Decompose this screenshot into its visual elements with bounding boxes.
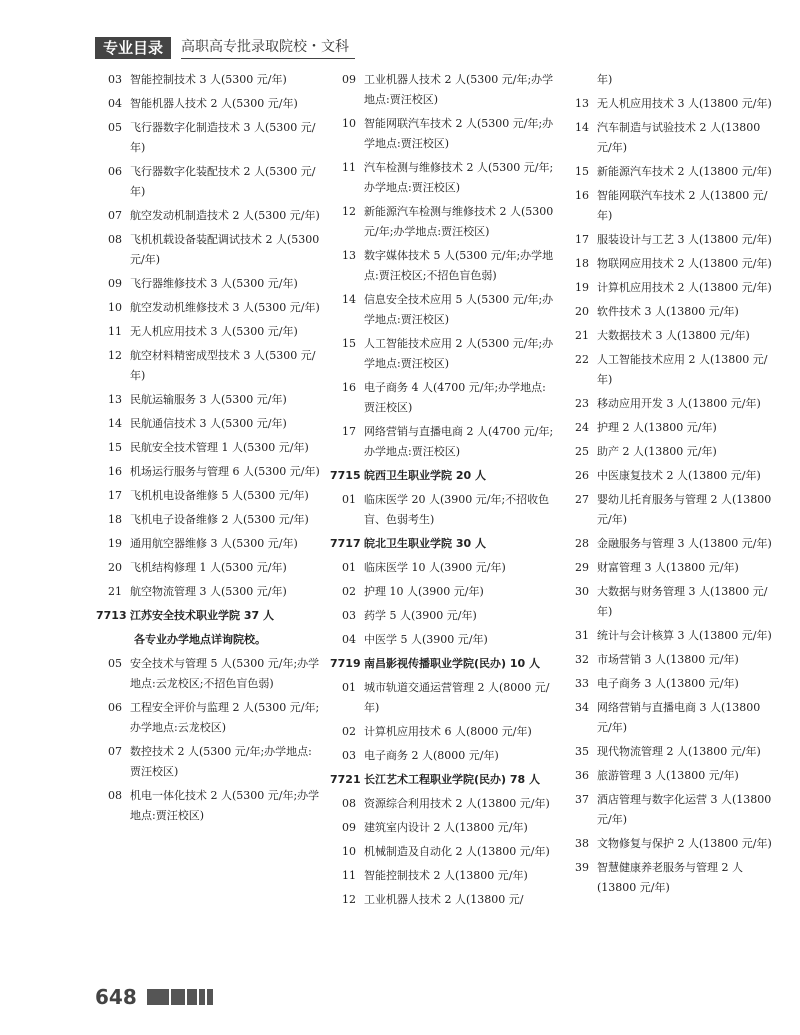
program-number: 33 — [575, 677, 589, 690]
program-entry — [330, 582, 554, 602]
program-entry — [96, 390, 321, 410]
program-text: 机械制造及自动化 2 人(13800 元/年) — [364, 845, 550, 858]
program-number: 28 — [575, 537, 589, 550]
program-entry — [563, 582, 773, 622]
program-number: 12 — [342, 893, 356, 906]
program-entry — [330, 114, 554, 154]
program-entry — [330, 794, 554, 814]
program-number: 13 — [575, 97, 589, 110]
program-text: 市场营销 3 人(13800 元/年) — [597, 653, 739, 666]
program-entry — [563, 650, 773, 670]
program-entry — [96, 118, 321, 158]
program-text: 计算机应用技术 2 人(13800 元/年) — [597, 281, 772, 294]
program-text: 网络营销与直播电商 3 人(13800 元/年) — [597, 701, 761, 734]
program-text: 软件技术 3 人(13800 元/年) — [597, 305, 739, 318]
program-text: 城市轨道交通运营管理 2 人(8000 元/年) — [364, 681, 550, 714]
program-number: 18 — [575, 257, 589, 270]
program-number: 13 — [108, 393, 122, 406]
program-number: 19 — [108, 537, 122, 550]
program-text: 旅游管理 3 人(13800 元/年) — [597, 769, 739, 782]
program-entry — [96, 346, 321, 386]
program-text: 建筑室内设计 2 人(13800 元/年) — [364, 821, 528, 834]
program-entry — [563, 302, 773, 322]
program-entry — [563, 326, 773, 346]
program-entry — [330, 334, 554, 374]
program-number: 17 — [575, 233, 589, 246]
section-tag: 专业目录 — [95, 37, 171, 59]
program-number: 06 — [108, 701, 122, 714]
school-name: 皖西卫生职业学院 20 人 — [364, 469, 486, 482]
program-text: 智能机器人技术 2 人(5300 元/年) — [130, 97, 298, 110]
program-entry — [96, 298, 321, 318]
program-entry — [330, 158, 554, 198]
program-number: 38 — [575, 837, 589, 850]
program-number: 15 — [575, 165, 589, 178]
program-entry — [96, 230, 321, 270]
program-text: 飞机结构修理 1 人(5300 元/年) — [130, 561, 287, 574]
program-entry — [563, 254, 773, 274]
program-entry — [563, 350, 773, 390]
program-number: 36 — [575, 769, 589, 782]
program-number: 12 — [108, 349, 122, 362]
program-text: 护理 10 人(3900 元/年) — [364, 585, 484, 598]
program-text: 婴幼儿托育服务与管理 2 人(13800 元/年) — [597, 493, 772, 526]
program-text: 飞行器数字化装配技术 2 人(5300 元/年) — [130, 165, 316, 198]
program-text: 移动应用开发 3 人(13800 元/年) — [597, 397, 761, 410]
program-entry — [563, 394, 773, 414]
program-number: 11 — [108, 325, 122, 338]
program-number: 22 — [575, 353, 589, 366]
program-text: 统计与会计核算 3 人(13800 元/年) — [597, 629, 772, 642]
program-text: 物联网应用技术 2 人(13800 元/年) — [597, 257, 772, 270]
program-text: 飞机电子设备维修 2 人(5300 元/年) — [130, 513, 309, 526]
program-entry — [330, 722, 554, 742]
program-number: 15 — [108, 441, 122, 454]
program-number: 14 — [108, 417, 122, 430]
program-entry — [563, 186, 773, 226]
program-number: 25 — [575, 445, 589, 458]
program-entry — [96, 70, 321, 90]
program-number: 34 — [575, 701, 589, 714]
program-text: 电子商务 4 人(4700 元/年;办学地点:贾汪校区) — [364, 381, 546, 414]
program-number: 07 — [108, 209, 122, 222]
program-number: 35 — [575, 745, 589, 758]
program-number: 30 — [575, 585, 589, 598]
program-text: 飞机机电设备维修 5 人(5300 元/年) — [130, 489, 309, 502]
program-text: 安全技术与管理 5 人(5300 元/年;办学地点:云龙校区;不招色盲色弱) — [130, 657, 320, 690]
program-number: 03 — [342, 609, 356, 622]
program-text: 飞机机载设备装配调试技术 2 人(5300 元/年) — [130, 233, 320, 266]
program-entry — [330, 890, 554, 910]
program-number: 16 — [575, 189, 589, 202]
program-entry — [96, 698, 321, 738]
program-entry — [330, 246, 554, 286]
program-entry — [563, 790, 773, 830]
program-text: 新能源汽车技术 2 人(13800 元/年) — [597, 165, 772, 178]
program-number: 10 — [342, 845, 356, 858]
school-name: 皖北卫生职业学院 30 人 — [364, 537, 486, 550]
program-number: 01 — [342, 681, 356, 694]
program-entry — [563, 674, 773, 694]
column-1 — [96, 70, 321, 830]
program-number: 04 — [342, 633, 356, 646]
program-number: 16 — [108, 465, 122, 478]
school-heading — [330, 466, 554, 486]
program-text: 航空材料精密成型技术 3 人(5300 元/年) — [130, 349, 316, 382]
program-text: 助产 2 人(13800 元/年) — [597, 445, 717, 458]
program-entry — [330, 606, 554, 626]
program-number: 01 — [342, 561, 356, 574]
program-text: 计算机应用技术 6 人(8000 元/年) — [364, 725, 532, 738]
program-number: 06 — [108, 165, 122, 178]
program-text: 网络营销与直播电商 2 人(4700 元/年;办学地点:贾汪校区) — [364, 425, 554, 458]
program-entry — [96, 654, 321, 694]
school-code: 7713 — [96, 609, 127, 622]
program-entry — [330, 818, 554, 838]
program-text: 汽车制造与试验技术 2 人(13800 元/年) — [597, 121, 761, 154]
program-number: 20 — [575, 305, 589, 318]
program-number: 32 — [575, 653, 589, 666]
program-text: 数控技术 2 人(5300 元/年;办学地点:贾汪校区) — [130, 745, 312, 778]
program-number: 27 — [575, 493, 589, 506]
program-text: 工业机器人技术 2 人(13800 元/ — [364, 893, 524, 906]
program-number: 19 — [575, 281, 589, 294]
program-number: 37 — [575, 793, 589, 806]
program-text: 民航运输服务 3 人(5300 元/年) — [130, 393, 287, 406]
program-entry — [330, 842, 554, 862]
school-note: 各专业办学地点详询院校。 — [134, 633, 266, 646]
program-entry — [563, 70, 773, 90]
program-number: 21 — [575, 329, 589, 342]
program-entry — [563, 278, 773, 298]
program-text: 人工智能技术应用 2 人(5300 元/年;办学地点:贾汪校区) — [364, 337, 554, 370]
program-number: 07 — [108, 745, 122, 758]
program-entry — [330, 630, 554, 650]
program-entry — [563, 858, 773, 898]
program-number: 01 — [342, 493, 356, 506]
program-number: 31 — [575, 629, 589, 642]
program-entry — [563, 742, 773, 762]
program-entry — [330, 290, 554, 330]
program-text: 航空发动机制造技术 2 人(5300 元/年) — [130, 209, 320, 222]
program-number: 05 — [108, 657, 122, 670]
program-number: 08 — [108, 789, 122, 802]
program-entry — [96, 742, 321, 782]
program-number: 29 — [575, 561, 589, 574]
program-number: 09 — [108, 277, 122, 290]
program-number: 03 — [342, 749, 356, 762]
page-number: 648 — [95, 985, 137, 1009]
program-text: 智能网联汽车技术 2 人(5300 元/年;办学地点:贾汪校区) — [364, 117, 554, 150]
school-heading — [330, 770, 554, 790]
program-text: 电子商务 2 人(8000 元/年) — [364, 749, 499, 762]
program-number: 03 — [108, 73, 122, 86]
program-entry — [96, 510, 321, 530]
program-number: 08 — [108, 233, 122, 246]
program-entry — [563, 558, 773, 578]
program-entry — [563, 162, 773, 182]
school-code: 7721 — [330, 773, 361, 786]
program-entry — [96, 414, 321, 434]
column-2 — [330, 70, 554, 914]
program-text: 机电一体化技术 2 人(5300 元/年;办学地点:贾汪校区) — [130, 789, 320, 822]
program-text: 人工智能技术应用 2 人(13800 元/年) — [597, 353, 768, 386]
program-text: 智慧健康养老服务与管理 2 人(13800 元/年) — [597, 861, 743, 894]
school-heading — [330, 654, 554, 674]
program-text: 新能源汽车检测与维修技术 2 人(5300 元/年;办学地点:贾汪校区) — [364, 205, 554, 238]
program-entry — [96, 534, 321, 554]
program-number: 14 — [342, 293, 356, 306]
program-entry — [330, 422, 554, 462]
program-number: 12 — [342, 205, 356, 218]
program-entry — [563, 834, 773, 854]
program-number: 13 — [342, 249, 356, 262]
program-entry — [563, 466, 773, 486]
program-text: 通用航空器维修 3 人(5300 元/年) — [130, 537, 298, 550]
program-entry — [330, 490, 554, 530]
school-name: 江苏安全技术职业学院 37 人 — [130, 609, 274, 622]
program-text: 资源综合利用技术 2 人(13800 元/年) — [364, 797, 550, 810]
program-entry — [96, 462, 321, 482]
program-number: 16 — [342, 381, 356, 394]
school-code: 7717 — [330, 537, 361, 550]
program-text: 临床医学 20 人(3900 元/年;不招收色盲、色弱考生) — [364, 493, 550, 526]
program-entry — [330, 558, 554, 578]
program-text: 文物修复与保护 2 人(13800 元/年) — [597, 837, 772, 850]
column-3 — [563, 70, 773, 902]
program-entry — [96, 94, 321, 114]
program-number: 26 — [575, 469, 589, 482]
program-number: 11 — [342, 161, 356, 174]
school-name: 长江艺术工程职业学院(民办) 78 人 — [364, 773, 541, 786]
program-number: 24 — [575, 421, 589, 434]
program-number: 10 — [108, 301, 122, 314]
program-entry — [563, 626, 773, 646]
decorative-bars — [147, 989, 215, 1005]
program-number: 02 — [342, 725, 356, 738]
program-text: 金融服务与管理 3 人(13800 元/年) — [597, 537, 772, 550]
program-text: 现代物流管理 2 人(13800 元/年) — [597, 745, 761, 758]
program-text: 大数据技术 3 人(13800 元/年) — [597, 329, 750, 342]
program-entry — [96, 558, 321, 578]
program-number: 23 — [575, 397, 589, 410]
program-text: 飞行器数字化制造技术 3 人(5300 元/年) — [130, 121, 316, 154]
program-number: 39 — [575, 861, 589, 874]
program-entry — [330, 866, 554, 886]
school-code: 7715 — [330, 469, 361, 482]
program-text: 中医康复技术 2 人(13800 元/年) — [597, 469, 761, 482]
program-entry — [563, 534, 773, 554]
program-number: 05 — [108, 121, 122, 134]
program-text: 财富管理 3 人(13800 元/年) — [597, 561, 739, 574]
program-text: 工程安全评价与监理 2 人(5300 元/年;办学地点:云龙校区) — [130, 701, 320, 734]
program-number: 09 — [342, 73, 356, 86]
program-text: 临床医学 10 人(3900 元/年) — [364, 561, 506, 574]
program-text: 服装设计与工艺 3 人(13800 元/年) — [597, 233, 772, 246]
school-name: 南昌影视传播职业学院(民办) 10 人 — [364, 657, 541, 670]
program-entry — [96, 274, 321, 294]
program-number: 17 — [342, 425, 356, 438]
program-number: 18 — [108, 513, 122, 526]
program-text: 飞行器维修技术 3 人(5300 元/年) — [130, 277, 298, 290]
program-number: 20 — [108, 561, 122, 574]
program-entry — [330, 70, 554, 110]
program-entry — [563, 698, 773, 738]
program-number: 21 — [108, 585, 122, 598]
program-entry — [96, 486, 321, 506]
program-text: 智能控制技术 3 人(5300 元/年) — [130, 73, 287, 86]
program-entry — [330, 678, 554, 718]
program-number: 17 — [108, 489, 122, 502]
program-text: 智能网联汽车技术 2 人(13800 元/年) — [597, 189, 768, 222]
program-entry — [96, 438, 321, 458]
program-entry — [563, 766, 773, 786]
header-title: 高职高专批录取院校・文科 — [181, 36, 355, 59]
program-number: 15 — [342, 337, 356, 350]
school-heading — [96, 606, 321, 626]
school-code: 7719 — [330, 657, 361, 670]
program-entry — [330, 202, 554, 242]
program-number: 04 — [108, 97, 122, 110]
program-text: 航空发动机维修技术 3 人(5300 元/年) — [130, 301, 320, 314]
program-number: 10 — [342, 117, 356, 130]
program-entry — [563, 118, 773, 158]
program-text: 数字媒体技术 5 人(5300 元/年;办学地点:贾汪校区;不招色盲色弱) — [364, 249, 554, 282]
program-text: 护理 2 人(13800 元/年) — [597, 421, 717, 434]
program-text: 民航通信技术 3 人(5300 元/年) — [130, 417, 287, 430]
program-text: 无人机应用技术 3 人(13800 元/年) — [597, 97, 772, 110]
program-entry — [330, 378, 554, 418]
program-text: 汽车检测与维修技术 2 人(5300 元/年;办学地点:贾汪校区) — [364, 161, 554, 194]
program-entry — [563, 418, 773, 438]
program-entry — [96, 786, 321, 826]
page-footer — [95, 985, 215, 1009]
program-entry — [96, 582, 321, 602]
program-text: 工业机器人技术 2 人(5300 元/年;办学地点:贾汪校区) — [364, 73, 554, 106]
program-text: 信息安全技术应用 5 人(5300 元/年;办学地点:贾汪校区) — [364, 293, 554, 326]
program-entry — [563, 442, 773, 462]
program-number: 11 — [342, 869, 356, 882]
program-text: 大数据与财务管理 3 人(13800 元/年) — [597, 585, 768, 618]
program-entry — [330, 746, 554, 766]
program-entry — [96, 206, 321, 226]
program-text: 中医学 5 人(3900 元/年) — [364, 633, 488, 646]
program-entry — [563, 94, 773, 114]
program-number: 09 — [342, 821, 356, 834]
program-entry — [96, 162, 321, 202]
school-heading — [330, 534, 554, 554]
program-text: 机场运行服务与管理 6 人(5300 元/年) — [130, 465, 320, 478]
program-entry — [563, 230, 773, 250]
program-text: 药学 5 人(3900 元/年) — [364, 609, 477, 622]
program-text: 年) — [597, 73, 613, 86]
program-number: 14 — [575, 121, 589, 134]
program-entry — [563, 490, 773, 530]
program-number: 02 — [342, 585, 356, 598]
program-number — [563, 70, 589, 90]
page-header — [95, 36, 355, 59]
program-entry — [96, 322, 321, 342]
program-text: 民航安全技术管理 1 人(5300 元/年) — [130, 441, 309, 454]
program-number: 08 — [342, 797, 356, 810]
program-text: 无人机应用技术 3 人(5300 元/年) — [130, 325, 298, 338]
program-text: 航空物流管理 3 人(5300 元/年) — [130, 585, 287, 598]
program-text: 智能控制技术 2 人(13800 元/年) — [364, 869, 528, 882]
program-text: 电子商务 3 人(13800 元/年) — [597, 677, 739, 690]
program-text: 酒店管理与数字化运营 3 人(13800 元/年) — [597, 793, 772, 826]
